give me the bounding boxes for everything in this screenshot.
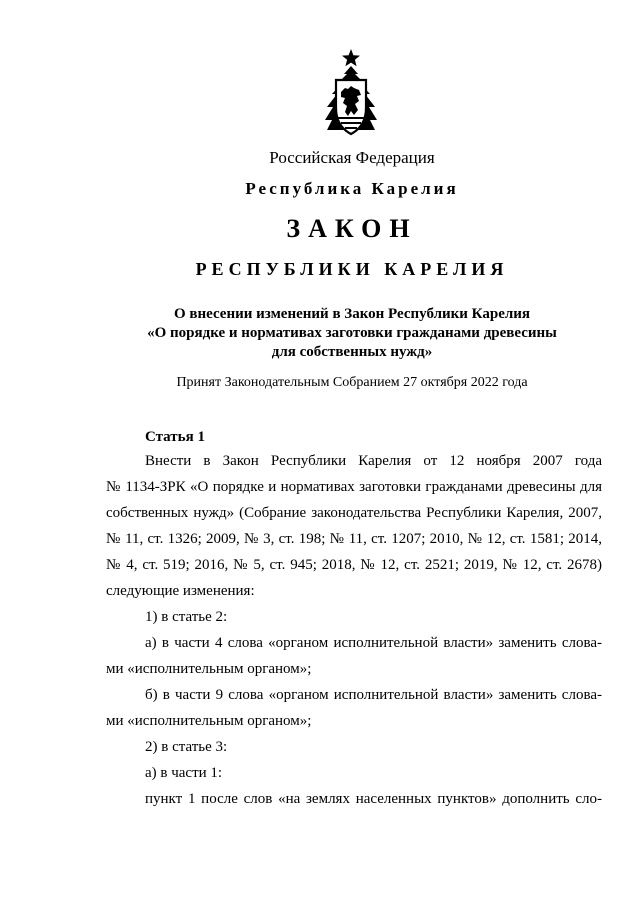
list-item: 1) в статье 2:: [145, 609, 228, 625]
republic-name: Республика Карелия: [245, 179, 459, 198]
country-name: Российская Федерация: [269, 148, 435, 167]
list-item: б) в части 9 слова «органом исполнительной власти» заменить слова-: [145, 687, 602, 703]
list-item: а) в части 1:: [145, 765, 223, 781]
paragraph-line: собственных нужд» (Собрание законодательства Республики Карелия, 2007,: [106, 505, 602, 521]
paragraph-line: ми «исполнительным органом»;: [106, 713, 312, 729]
list-item: а) в части 4 слова «органом исполнительной власти» заменить слова-: [145, 635, 602, 651]
law-title-line: для собственных нужд»: [271, 344, 433, 360]
star-icon: [342, 49, 360, 66]
article-heading: Статья 1: [145, 429, 205, 445]
paragraph-line: Внести в Закон Республики Карелия от 12 ноября 2007 года: [145, 453, 602, 469]
list-item: 2) в статье 3:: [145, 739, 228, 755]
paragraph-line: № 1134-ЗРК «О порядке и нормативах заготовки гражданами древесины для: [106, 479, 602, 495]
paragraph-line: пункт 1 после слов «на землях населенных пунктов» дополнить сло-: [145, 791, 602, 807]
issuer-name: РЕСПУБЛИКИ КАРЕЛИЯ: [195, 259, 509, 279]
law-title-line: «О порядке и нормативах заготовки гражданами древесины: [147, 325, 557, 341]
paragraph-line: № 11, ст. 1326; 2009, № 3, ст. 198; № 11, ст. 1207; 2010, № 12, ст. 1581; 2014,: [106, 531, 602, 547]
document-type: ЗАКОН: [286, 214, 418, 243]
karelia-coat-of-arms-icon: [318, 48, 384, 138]
law-title-line: О внесении изменений в Закон Республики Карелия: [173, 306, 531, 322]
paragraph-line: ми «исполнительным органом»;: [106, 661, 312, 677]
paragraph-line: следующие изменения:: [106, 583, 255, 599]
adoption-note: Принят Законодательным Собранием 27 октября 2022 года: [176, 375, 528, 390]
paragraph-line: № 4, ст. 519; 2016, № 5, ст. 945; 2018, № 12, ст. 2521; 2019, № 12, ст. 2678): [106, 557, 602, 573]
